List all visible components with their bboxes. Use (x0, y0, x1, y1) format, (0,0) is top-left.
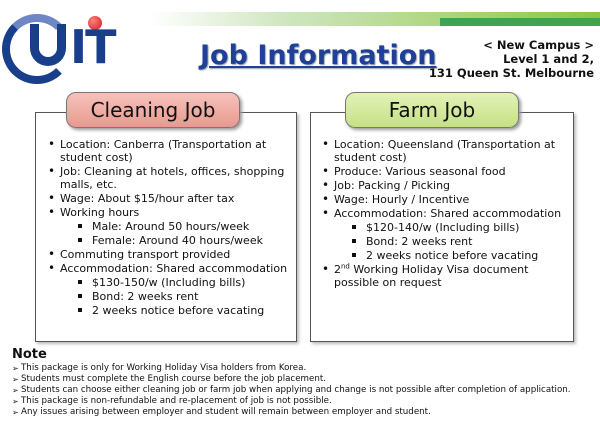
list-item: • Accommodation: Shared accommodation (322, 207, 567, 220)
logo-u-mark-icon (30, 24, 66, 66)
visa-ordinal-suffix: nd (341, 262, 350, 271)
list-item: • Location: Queensland (Transportation at student cost) (322, 138, 567, 164)
list-item: • Accommodation: Shared accommodation (48, 262, 288, 275)
note-list (12, 363, 597, 418)
cleaning-job-heading: Cleaning Job (66, 92, 240, 128)
note-heading: Note (12, 347, 47, 362)
note-item: ➢ Any issues arising between employer and student will remain between employer and student. (12, 407, 597, 418)
campus-line-1: < New Campus > (483, 38, 594, 52)
list-subitem: Female: Around 40 hours/week (48, 234, 288, 247)
header-accent-bar (440, 18, 600, 26)
list-subitem: Male: Around 50 hours/week (48, 220, 288, 233)
visa-list-item (322, 263, 567, 289)
note-item: ➢ This package is only for Working Holiday Visa holders from Korea. (12, 363, 597, 374)
farm-job-heading: Farm Job (345, 92, 519, 128)
list-subitem: $130-150/w (Including bills) (48, 276, 288, 289)
list-item: • Job: Cleaning at hotels, offices, shopping malls, etc. (48, 165, 288, 191)
list-item: • Working hours (48, 206, 288, 219)
list-item: • Wage: About $15/hour after tax (48, 192, 288, 205)
list-subitem: Bond: 2 weeks rent (322, 235, 567, 248)
list-item: • Produce: Various seasonal food (322, 165, 567, 178)
list-subitem: $120-140/w (Including bills) (322, 221, 567, 234)
note-item: ➢ Students must complete the English course before the job placement. (12, 374, 597, 385)
list-subitem: 2 weeks notice before vacating (322, 249, 567, 262)
note-item: ➢ This package is non-refundable and re-placement of job is not possible. (12, 396, 597, 407)
list-item: • Job: Packing / Picking (322, 179, 567, 192)
campus-line-3: 131 Queen St. Melbourne (428, 66, 594, 80)
farm-job-list (322, 138, 567, 290)
logo-text: IT (70, 20, 115, 74)
campus-line-2: Level 1 and 2, (503, 52, 594, 66)
list-subitem: Bond: 2 weeks rent (48, 290, 288, 303)
list-item: • Location: Canberra (Transportation at student cost) (48, 138, 288, 164)
list-subitem: 2 weeks notice before vacating (48, 304, 288, 317)
campus-address (429, 38, 594, 80)
note-item: ➢ Students can choose either cleaning job or farm job when applying and change is not possible after completion of application. (12, 385, 597, 396)
list-item: • Wage: Hourly / Incentive (322, 193, 567, 206)
visa-text: Working Holiday Visa document possible on request (334, 263, 529, 289)
visa-ordinal-number: 2 (334, 263, 341, 276)
cleaning-job-list (48, 138, 288, 318)
uit-logo (2, 6, 150, 84)
page-title: Job Information (200, 40, 437, 71)
list-item: • Commuting transport provided (48, 248, 288, 261)
